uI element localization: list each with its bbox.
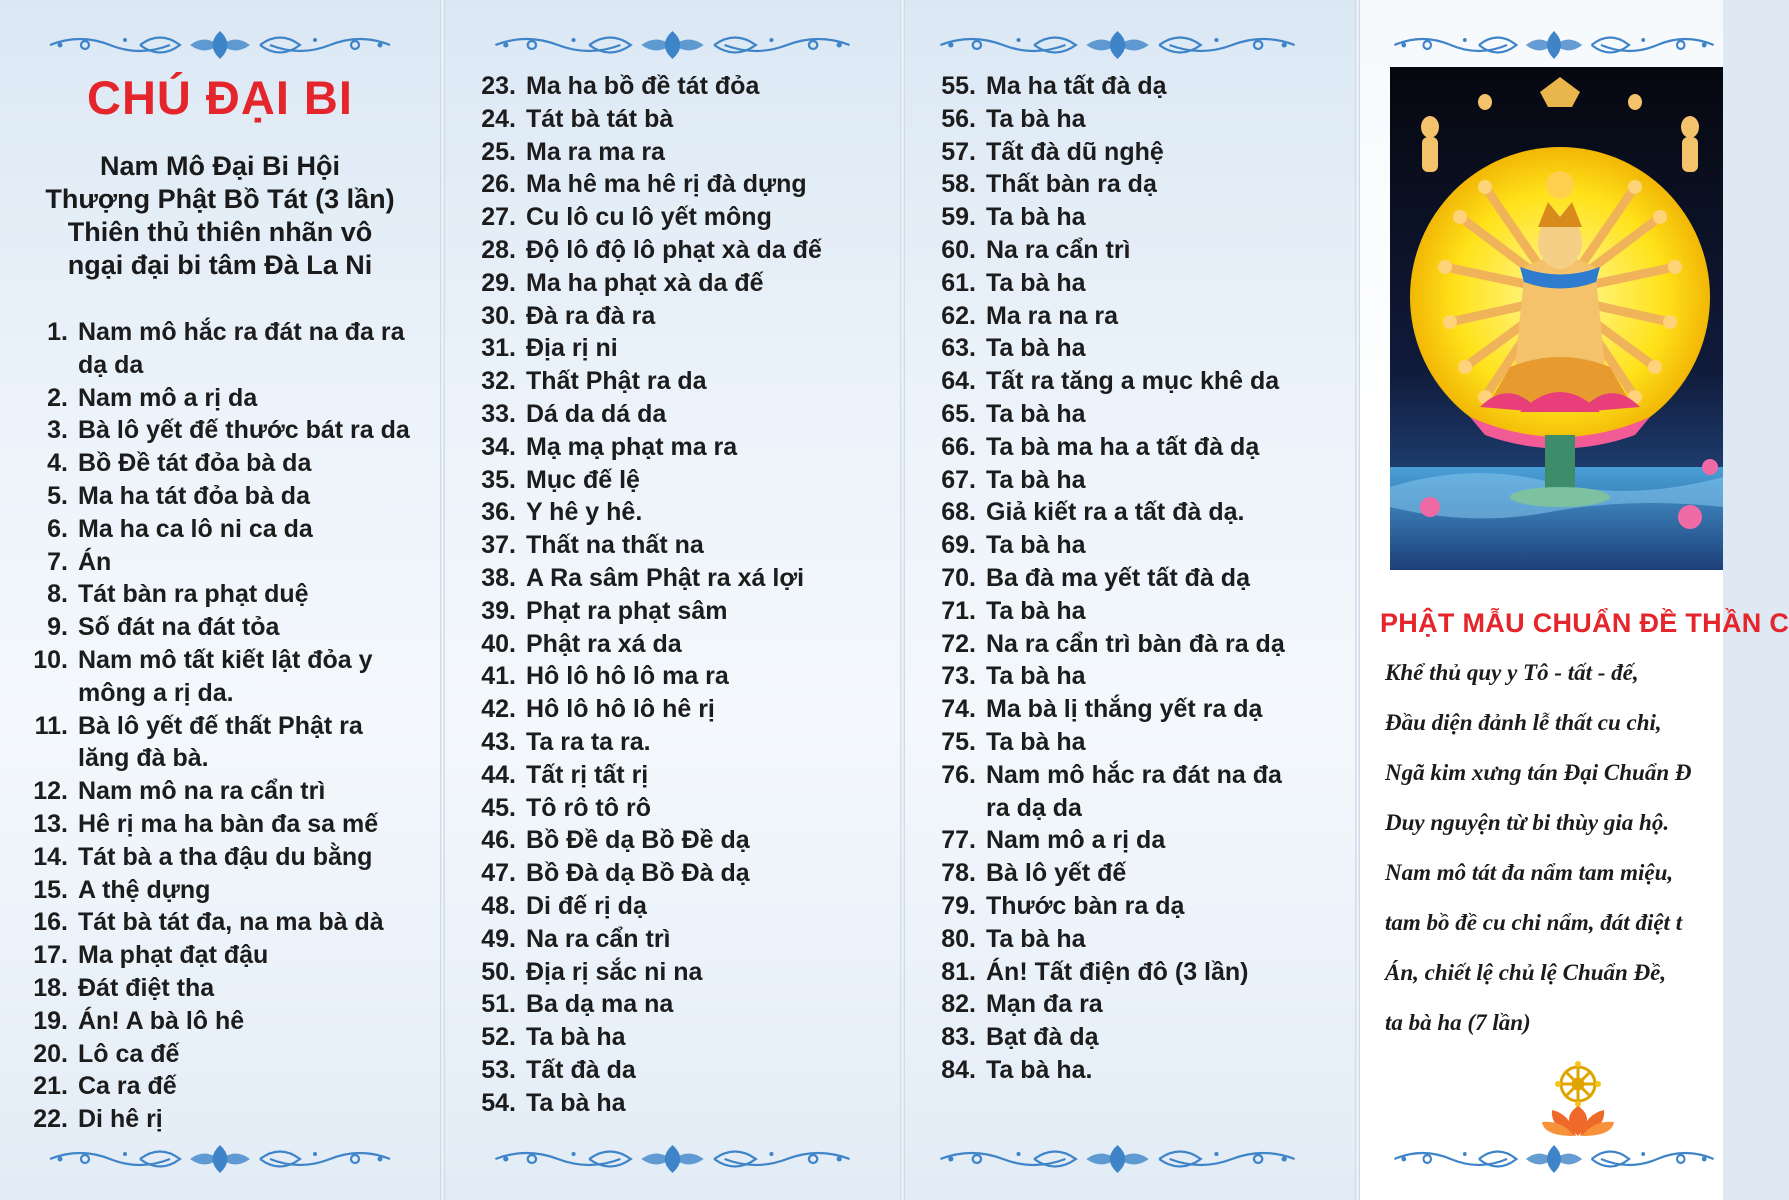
dharma-wheel-lotus-icon <box>1540 1058 1616 1138</box>
verse-text: Nam mô a rị da <box>986 826 1166 855</box>
verse-text: Na ra cẩn trì bàn đà ra dạ <box>986 629 1285 658</box>
verse-text: Hê rị ma ha bàn đa sa mế <box>78 809 379 838</box>
verse-text: Án! A bà lô hê <box>78 1006 245 1035</box>
verse-item <box>20 578 410 611</box>
verse-number: 58. <box>941 170 976 199</box>
verse-item <box>922 988 1285 1021</box>
verse-item <box>922 136 1285 169</box>
verse-number: 6. <box>47 514 68 543</box>
verse-item <box>20 546 410 579</box>
verse-line: Án, chiết lệ chủ lệ Chuẩn Đề, <box>1385 960 1667 985</box>
verse-item <box>922 923 1285 956</box>
verse-number: 30. <box>481 301 516 330</box>
verse-text: Ta ra ta ra. <box>526 727 651 756</box>
verse-text-continued: dạ da <box>78 350 144 379</box>
verse-item <box>20 939 410 972</box>
verse-number: 19. <box>33 1006 68 1035</box>
verse-text: Án! Tất điện đô (3 lần) <box>986 957 1249 986</box>
verse-number: 67. <box>941 465 976 494</box>
verse-number: 77. <box>941 826 976 855</box>
verse-text: Hô lô hô lô ma ra <box>526 662 729 691</box>
verse-item <box>462 267 822 300</box>
verse-text: Ma ra na ra <box>986 301 1119 330</box>
verse-text: Địa rị sắc ni na <box>526 957 703 986</box>
verse-text: Thất Phật ra da <box>526 367 707 396</box>
verse-item <box>922 365 1285 398</box>
verse-item <box>922 1054 1285 1087</box>
verse-item <box>462 988 822 1021</box>
verse-number: 59. <box>941 203 976 232</box>
ornament-top <box>485 28 860 62</box>
verse-item <box>462 332 822 365</box>
verse-number: 79. <box>941 891 976 920</box>
verse-text: Tát bà tát đa, na ma bà dà <box>78 908 384 937</box>
verse-item <box>462 464 822 497</box>
verse-number: 5. <box>47 481 68 510</box>
verse-item <box>20 972 410 1005</box>
verse-number: 33. <box>481 399 516 428</box>
verse-text: Ta bà ha <box>986 399 1086 428</box>
verse-item <box>462 1054 822 1087</box>
verse-text: Ta bà ha <box>986 465 1086 494</box>
verse-number: 81. <box>941 957 976 986</box>
verse-text: Ta bà ha <box>526 1088 626 1117</box>
ornament-top <box>1385 28 1723 62</box>
verse-number: 66. <box>941 432 976 461</box>
verse-text: Bồ Đề tát đỏa bà da <box>78 449 312 478</box>
verse-number: 72. <box>941 629 976 658</box>
verse-number: 71. <box>941 596 976 625</box>
verse-text: Bạt đà dạ <box>986 1023 1099 1052</box>
verse-item <box>462 693 822 726</box>
verse-number: 80. <box>941 924 976 953</box>
verse-text: Tát bàn ra phạt duệ <box>78 580 309 609</box>
verse-item <box>462 136 822 169</box>
verse-number: 21. <box>33 1072 68 1101</box>
verse-text: Ma ha tát đỏa bà da <box>78 481 310 510</box>
verse-text: Nam mô na ra cẩn trì <box>78 777 326 806</box>
verse-text: Bồ Đề dạ Bồ Đề dạ <box>526 826 750 855</box>
verse-text: Ta bà ha <box>986 268 1086 297</box>
verse-text: Tát bà a tha đậu du bằng <box>78 842 373 871</box>
verse-item <box>922 890 1285 923</box>
verse-number: 13. <box>33 809 68 838</box>
verse-text: Ba dạ ma na <box>526 990 674 1019</box>
verse-item <box>462 398 822 431</box>
verse-text: Ta bà ha <box>986 203 1086 232</box>
verse-item <box>462 956 822 989</box>
verse-item <box>462 923 822 956</box>
verse-item <box>922 956 1285 989</box>
verse-item <box>922 857 1285 890</box>
verse-number: 9. <box>47 613 68 642</box>
verse-number: 20. <box>33 1039 68 1068</box>
verse-number: 45. <box>481 793 516 822</box>
verse-text: Lô ca đế <box>78 1039 180 1068</box>
verse-number: 83. <box>941 1023 976 1052</box>
verse-number: 60. <box>941 235 976 264</box>
verse-text: A Ra sâm Phật ra xá lợi <box>526 563 805 592</box>
verse-item <box>922 628 1285 661</box>
section-title-chuan-de: PHẬT MẪU CHUẨN ĐỀ THẦN C <box>1380 608 1789 638</box>
verse-number: 56. <box>941 104 976 133</box>
verse-text: Ma ha ca lô ni ca da <box>78 514 313 543</box>
verse-number: 36. <box>481 498 516 527</box>
verse-number: 75. <box>941 727 976 756</box>
verse-text-continued: ra dạ da <box>986 793 1082 822</box>
verse-text: Tất rị tất rị <box>526 760 649 789</box>
verse-text: Thất na thất na <box>526 531 704 560</box>
verse-number: 53. <box>481 1055 516 1084</box>
verse-item <box>462 824 822 857</box>
verse-text: Bà lô yết đế <box>986 859 1127 888</box>
verse-text: Bồ Đà dạ Bồ Đà dạ <box>526 859 750 888</box>
verse-number: 27. <box>481 203 516 232</box>
verse-number: 29. <box>481 268 516 297</box>
verse-item <box>922 1021 1285 1054</box>
verse-number: 26. <box>481 170 516 199</box>
verse-item <box>462 496 822 529</box>
verse-text: Đà ra đà ra <box>526 301 656 330</box>
verse-number: 76. <box>941 760 976 789</box>
ornament-bottom <box>485 1142 860 1176</box>
verse-item <box>20 611 410 644</box>
verse-number: 12. <box>33 777 68 806</box>
verse-line: Đầu diện đảnh lễ thất cu chi, <box>1385 710 1662 735</box>
verse-number: 49. <box>481 924 516 953</box>
verse-item <box>20 808 410 841</box>
verse-item <box>462 562 822 595</box>
verse-number: 50. <box>481 957 516 986</box>
verse-number: 41. <box>481 662 516 691</box>
verse-text: Ta bà ha <box>526 1023 626 1052</box>
verse-text: Na ra cẩn trì <box>526 924 671 953</box>
verse-number: 11. <box>34 711 68 740</box>
verse-text: Thất bàn ra dạ <box>986 170 1157 199</box>
verse-item <box>922 398 1285 431</box>
verse-number: 39. <box>481 596 516 625</box>
verse-text: Tát bà tát bà <box>526 104 674 133</box>
verse-item <box>922 660 1285 693</box>
verse-text: Ma ha tất đà dạ <box>986 72 1167 100</box>
verse-item <box>922 726 1285 759</box>
verse-text: Ma ra ma ra <box>526 137 665 166</box>
verse-text: Ma ha bồ đề tát đỏa <box>526 72 760 100</box>
verse-text-continued: mông a rị da. <box>78 678 234 707</box>
verse-number: 23. <box>481 72 516 100</box>
verse-number: 3. <box>47 416 68 445</box>
verse-number: 32. <box>481 367 516 396</box>
verse-number: 15. <box>33 875 68 904</box>
intro-invocation <box>0 150 440 282</box>
verse-item <box>20 1005 410 1038</box>
verse-item <box>922 267 1285 300</box>
verse-line: ta bà ha (7 lần) <box>1385 1010 1531 1035</box>
verse-text: Ta bà ma ha a tất đà dạ <box>986 432 1260 461</box>
verse-text: Phạt ra phạt sâm <box>526 596 728 625</box>
verse-text: Ta bà ha <box>986 104 1086 133</box>
verse-text: Hô lô hô lô hê rị <box>526 695 715 724</box>
verse-text: Độ lô độ lô phạt xà da đế <box>526 235 822 264</box>
verse-number: 24. <box>481 104 516 133</box>
verse-number: 62. <box>941 301 976 330</box>
verse-text: Cu lô cu lô yết mông <box>526 203 772 232</box>
verse-text: Nam mô hắc ra đát na đa <box>986 760 1282 789</box>
verse-item <box>922 693 1285 726</box>
verse-number: 57. <box>941 137 976 166</box>
intro-line: Thượng Phật Bồ Tát (3 lần) <box>45 184 395 214</box>
verse-item <box>20 480 410 513</box>
verse-item <box>462 234 822 267</box>
verse-item <box>462 759 822 792</box>
verse-text: Ta bà ha. <box>986 1055 1093 1084</box>
verse-number: 74. <box>941 695 976 724</box>
ornament-bottom <box>40 1142 400 1176</box>
verse-text: Ma bà lị thắng yết ra dạ <box>986 695 1263 724</box>
verse-text: Di hê rị <box>78 1105 163 1134</box>
verse-text: Nam mô tất kiết lật đỏa y <box>78 645 373 674</box>
verse-item <box>462 365 822 398</box>
verse-item <box>462 1021 822 1054</box>
verse-text: Di đế rị dạ <box>526 891 647 920</box>
ornament-bottom <box>1385 1142 1723 1176</box>
verse-item <box>20 710 410 743</box>
verse-item <box>922 332 1285 365</box>
verse-item <box>922 496 1285 529</box>
verse-number: 42. <box>481 695 516 724</box>
verse-number: 35. <box>481 465 516 494</box>
verse-text: Na ra cẩn trì <box>986 235 1131 264</box>
intro-line: Nam Mô Đại Bi Hội <box>99 151 341 181</box>
verse-line: Duy nguyện từ bi thùy gia hộ. <box>1385 810 1670 835</box>
verse-item <box>462 857 822 890</box>
verse-list-col1 <box>20 316 410 1136</box>
verse-number: 47. <box>481 859 516 888</box>
ornament-top <box>40 28 400 62</box>
verse-number: 38. <box>481 563 516 592</box>
verse-text: Đát điệt tha <box>78 973 215 1002</box>
verse-text: Ma ha phạt xà da đế <box>526 268 764 297</box>
verse-text: Án <box>78 547 112 576</box>
verse-item <box>922 201 1285 234</box>
verse-item <box>922 529 1285 562</box>
verse-text: Ta bà ha <box>986 596 1086 625</box>
verse-number: 46. <box>481 826 516 855</box>
verse-list-col2 <box>462 70 822 1120</box>
verse-text: Y hê y hê. <box>526 498 643 527</box>
verse-number: 84. <box>941 1055 976 1084</box>
verse-line: Ngã kim xưng tán Đại Chuẩn Đ <box>1385 760 1692 785</box>
ornament-top <box>930 28 1305 62</box>
verse-item <box>922 464 1285 497</box>
verse-text: Giả kiết ra a tất đà dạ. <box>986 498 1245 527</box>
verse-item <box>20 906 410 939</box>
verse-item <box>20 841 410 874</box>
verse-text: Ta bà ha <box>986 924 1086 953</box>
verse-number: 69. <box>941 531 976 560</box>
verse-number: 63. <box>941 334 976 363</box>
verse-text: Mục đế lệ <box>526 465 640 494</box>
verse-item <box>462 103 822 136</box>
verse-number: 34. <box>481 432 516 461</box>
verse-number: 28. <box>481 235 516 264</box>
verse-number: 68. <box>941 498 976 527</box>
page-title: CHÚ ĐẠI BI <box>87 71 353 124</box>
verse-number: 52. <box>481 1023 516 1052</box>
verse-text: Phật ra xá da <box>526 629 682 658</box>
verse-item <box>922 824 1285 857</box>
thousand-armed-bodhisattva-image <box>1390 67 1723 570</box>
verse-item <box>922 168 1285 201</box>
verse-item <box>922 103 1285 136</box>
verse-item <box>462 431 822 464</box>
verse-item <box>462 70 822 103</box>
verse-line: tam bồ đề cu chi nẩm, đát điệt t <box>1385 910 1683 935</box>
verse-number: 61. <box>941 268 976 297</box>
verse-text: Mạ mạ phạt ma ra <box>526 432 738 461</box>
verse-number: 48. <box>481 891 516 920</box>
verse-item <box>922 595 1285 628</box>
ornament-bottom <box>930 1142 1305 1176</box>
verse-item <box>462 726 822 759</box>
verse-text: A thệ dựng <box>78 875 211 904</box>
verse-text: Bà lô yết đế thất Phật ra <box>78 711 363 740</box>
verse-item <box>462 792 822 825</box>
chuan-de-verses <box>1385 660 1691 1060</box>
verse-number: 44. <box>481 760 516 789</box>
verse-text: Nam mô hắc ra đát na đa ra <box>78 318 405 346</box>
verse-number: 43. <box>481 727 516 756</box>
verse-text: Ta bà ha <box>986 727 1086 756</box>
verse-text: Thước bàn ra dạ <box>986 891 1185 920</box>
verse-item <box>20 447 410 480</box>
verse-text: Tất đà dũ nghệ <box>986 137 1164 166</box>
verse-item <box>20 874 410 907</box>
verse-item <box>462 529 822 562</box>
verse-number: 64. <box>941 367 976 396</box>
verse-number: 78. <box>941 859 976 888</box>
verse-item <box>20 1070 410 1103</box>
verse-number: 65. <box>941 399 976 428</box>
verse-text: Ma hê ma hê rị đà dựng <box>526 170 807 199</box>
verse-line: Nam mô tát đa nẩm tam miệu, <box>1385 860 1674 885</box>
verse-item <box>922 300 1285 333</box>
verse-text: Tất đà da <box>526 1055 636 1084</box>
verse-list-col3 <box>922 70 1285 1087</box>
verse-number: 73. <box>941 662 976 691</box>
verse-text: Địa rị ni <box>526 334 618 363</box>
verse-item <box>20 414 410 447</box>
verse-item <box>20 1038 410 1071</box>
verse-number: 18. <box>33 973 68 1002</box>
verse-text: Bà lô yết đế thước bát ra da <box>78 416 410 445</box>
verse-item <box>20 382 410 415</box>
intro-line: Thiên thủ thiên nhãn vô <box>67 217 373 247</box>
verse-number: 22. <box>33 1105 68 1134</box>
verse-number: 37. <box>481 531 516 560</box>
intro-line: ngại đại bi tâm Đà La Ni <box>67 250 373 280</box>
verse-item <box>462 628 822 661</box>
verse-number: 70. <box>941 563 976 592</box>
verse-item <box>462 595 822 628</box>
verse-number: 17. <box>33 941 68 970</box>
verse-number: 16. <box>33 908 68 937</box>
verse-number: 55. <box>941 72 976 100</box>
verse-item <box>20 775 410 808</box>
verse-item <box>922 70 1285 103</box>
verse-item <box>922 431 1285 464</box>
verse-text: Số đát na đát tỏa <box>78 613 280 642</box>
verse-number: 40. <box>481 629 516 658</box>
verse-text: Ta bà ha <box>986 662 1086 691</box>
verse-line: Khể thủ quy y Tô - tất - đế, <box>1385 660 1639 685</box>
verse-item <box>462 890 822 923</box>
verse-text: Tất ra tăng a mục khê da <box>986 367 1280 396</box>
verse-number: 25. <box>481 137 516 166</box>
verse-item <box>20 1103 410 1136</box>
verse-text: Ta bà ha <box>986 334 1086 363</box>
verse-number: 31. <box>481 334 516 363</box>
verse-item <box>462 168 822 201</box>
verse-number: 4. <box>47 449 68 478</box>
verse-item <box>922 759 1285 792</box>
verse-text: Mạn đa ra <box>986 990 1103 1019</box>
verse-text: Ba đà ma yết tất đà dạ <box>986 563 1250 592</box>
verse-text: Nam mô a rị da <box>78 383 258 412</box>
verse-item <box>20 316 410 349</box>
verse-item <box>462 1087 822 1120</box>
verse-item <box>922 234 1285 267</box>
verse-number: 1. <box>47 318 68 346</box>
verse-text: Tô rô tô rô <box>526 793 651 822</box>
verse-text: Dá da dá da <box>526 399 667 428</box>
verse-item <box>20 513 410 546</box>
verse-number: 14. <box>33 842 68 871</box>
verse-number: 51. <box>481 990 516 1019</box>
verse-number: 54. <box>481 1088 516 1117</box>
verse-item <box>20 644 410 677</box>
verse-number: 82. <box>941 990 976 1019</box>
verse-item <box>462 201 822 234</box>
verse-number: 2. <box>47 383 68 412</box>
verse-text-continued: lăng đà bà. <box>78 744 209 773</box>
verse-item <box>462 300 822 333</box>
verse-item <box>462 660 822 693</box>
verse-number: 8. <box>47 580 68 609</box>
verse-number: 7. <box>47 547 68 576</box>
verse-item <box>922 562 1285 595</box>
verse-text: Ma phạt đạt đậu <box>78 941 269 970</box>
verse-number: 10. <box>33 645 68 674</box>
verse-text: Ca ra đế <box>78 1072 177 1101</box>
verse-text: Ta bà ha <box>986 531 1086 560</box>
